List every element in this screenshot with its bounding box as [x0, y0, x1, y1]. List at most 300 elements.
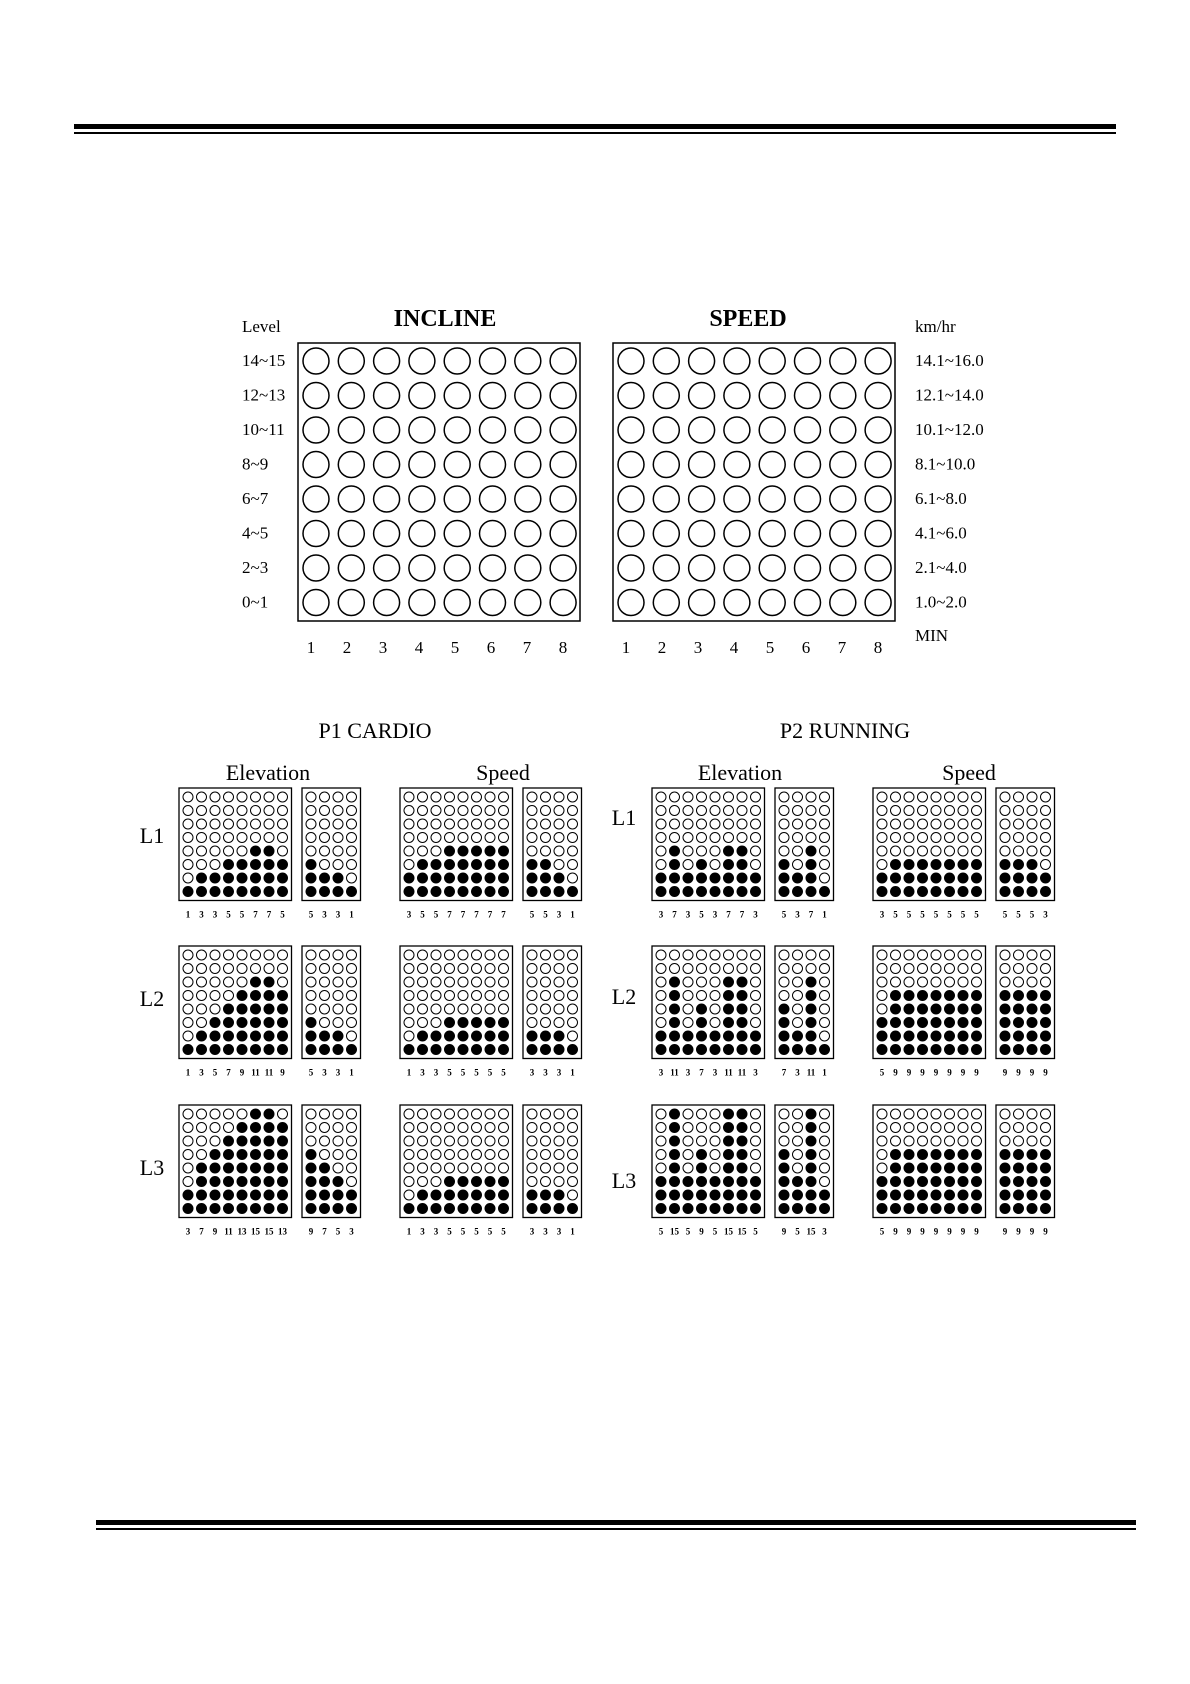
p2-l1-speed-value-label: 5	[947, 909, 952, 920]
p1-l3-speed-tail-dot-empty	[541, 1163, 551, 1173]
incline-dot	[480, 417, 506, 443]
p1-l2-speed-tail-dot-empty	[541, 1018, 551, 1028]
p2-l3-elevation-tail-dot-filled	[793, 1204, 803, 1214]
p1-l3-elevation-tail-dot-empty	[306, 1109, 316, 1119]
p1-l1-speed-value-label: 7	[501, 909, 506, 920]
p1-l2-elevation-tail-dot-empty	[333, 964, 343, 974]
p1-l2-elevation-tail-value-label: 3	[322, 1067, 327, 1078]
p2-l3-speed-tail-dot-filled	[1041, 1163, 1051, 1173]
p2-l1-elevation-tail-dot-empty	[806, 833, 816, 843]
p2-l1-elevation-tail-dot-empty	[820, 833, 830, 843]
p1-l2-elevation-dot-empty	[197, 991, 207, 1001]
speed-dot	[689, 348, 715, 374]
p1-l3-elevation-dot-empty	[197, 1123, 207, 1133]
p1-l3-elevation-dot-filled	[197, 1177, 207, 1187]
p1-l1-elevation-tail-dot-filled	[333, 873, 343, 883]
p1-l3-elevation-dot-filled	[264, 1163, 274, 1173]
p1-l3-speed-dot-filled	[418, 1204, 428, 1214]
p2-l3-elevation-dot-empty	[656, 1163, 666, 1173]
p2-l2-elevation-dot-empty	[737, 964, 747, 974]
p1-l1-elevation-tail-value-label: 3	[322, 909, 327, 920]
p1-l1-speed-dot-empty	[472, 833, 482, 843]
p1-l1-elevation-dot-filled	[251, 846, 261, 856]
p1-l2-elevation-dot-filled	[224, 1031, 234, 1041]
p1-l1-elevation-tail-dot-filled	[333, 887, 343, 897]
p1-l2-speed-tail-dot-filled	[527, 1031, 537, 1041]
speed-dot	[724, 486, 750, 512]
p1-l1-speed-dot-filled	[445, 873, 455, 883]
p2-l2-speed-tail-dot-empty	[1014, 950, 1024, 960]
p2-l3-elevation-dot-empty	[697, 1123, 707, 1133]
p2-l2-speed-tail-frame	[996, 946, 1055, 1059]
p2-l3-speed-tail-value-label: 9	[1043, 1226, 1048, 1237]
p2-l3-speed-tail-dot-filled	[1000, 1204, 1010, 1214]
incline-title: INCLINE	[393, 306, 497, 332]
p2-l3-speed-tail-dot-empty	[1014, 1123, 1024, 1133]
p1-l2-speed-tail-dot-empty	[568, 1004, 578, 1014]
p1-l3-speed-tail-dot-empty	[554, 1177, 564, 1187]
p1-l1-speed-dot-empty	[418, 792, 428, 802]
p1-l1-elevation-dot-filled	[251, 887, 261, 897]
p2-l1-elevation-tail-value-label: 5	[781, 909, 787, 920]
p1-l1-elevation-frame	[179, 788, 292, 901]
p2-l2-elevation-tail-dot-empty	[820, 964, 830, 974]
p2-l3-speed-dot-empty	[958, 1123, 968, 1133]
p2-l3-elevation-tail-dot-filled	[806, 1123, 816, 1133]
p1-l1-speed-value-label: 5	[420, 909, 425, 920]
p2-l1-elevation-tail-dot-filled	[793, 887, 803, 897]
p1-l2-speed-dot-filled	[485, 1045, 495, 1055]
p1-l3-speed-value-label: 3	[420, 1226, 425, 1237]
p1-l1-elevation-dot-filled	[224, 873, 234, 883]
p1-l1-elevation-dot-empty	[224, 819, 234, 829]
p1-l3-speed-dot-empty	[499, 1150, 509, 1160]
p1-l1-elevation-dot-empty	[264, 833, 274, 843]
p1-l1-speed-tail-value-label: 5	[543, 909, 548, 920]
p1-l3-elevation-dot-filled	[237, 1177, 247, 1187]
p2-l2-elevation-dot-empty	[683, 977, 693, 987]
p1-l1-speed-dot-empty	[485, 806, 495, 816]
p1-l3-speed-tail-dot-empty	[554, 1163, 564, 1173]
p2-l2-elevation-dot-filled	[737, 1031, 747, 1041]
p1-l2-elevation-tail-dot-empty	[320, 1018, 330, 1028]
p1-l2-speed-dot-filled	[499, 1018, 509, 1028]
p2-l3-elevation-value-label: 5	[753, 1226, 758, 1237]
p1-l2-speed-dot-empty	[431, 950, 441, 960]
p2-l2-elevation-dot-filled	[656, 1045, 666, 1055]
p1-l3-speed-dot-filled	[445, 1177, 455, 1187]
speed-dot	[618, 348, 644, 374]
p2-l2-speed-tail-value-label: 9	[1029, 1067, 1035, 1078]
p1-l3-speed-tail-dot-empty	[568, 1150, 578, 1160]
p2-l3-speed-tail-dot-empty	[1027, 1109, 1037, 1119]
p1-l1-speed-tail-dot-empty	[568, 846, 578, 856]
p1-l3-elevation-tail-dot-empty	[306, 1123, 316, 1133]
p1-l3-speed-dot-empty	[458, 1109, 468, 1119]
p1-l2-elevation-dot-filled	[278, 1031, 288, 1041]
p2-l2-speed-tail-dot-empty	[1014, 977, 1024, 987]
incline-level-label: 2~3	[242, 558, 269, 577]
p1-level-l1-label: L1	[139, 823, 165, 848]
p2-l1-speed-dot-filled	[972, 873, 982, 883]
p2-l1-speed-tail-dot-empty	[1014, 792, 1024, 802]
p1-l1-speed-tail-dot-empty	[541, 833, 551, 843]
p2-l3-speed-dot-empty	[958, 1109, 968, 1119]
p2-l3-elevation-dot-filled	[724, 1190, 734, 1200]
p2-l1-speed-dot-empty	[918, 833, 928, 843]
incline-dot	[550, 486, 576, 512]
p2-l2-elevation-dot-empty	[724, 950, 734, 960]
speed-dot	[618, 486, 644, 512]
p2-l3-elevation-value-label: 5	[658, 1226, 664, 1237]
p1-l3-elevation-tail-dot-empty	[320, 1123, 330, 1133]
p1-l2-speed-value-label: 3	[433, 1067, 439, 1078]
incline-dot	[515, 383, 541, 409]
p1-l1-elevation-tail-value-label: 3	[335, 909, 341, 920]
p1-l3-speed-dot-empty	[418, 1136, 428, 1146]
p2-l3-speed-dot-empty	[972, 1136, 982, 1146]
speed-dot	[689, 383, 715, 409]
p1-l1-elevation-tail-dot-empty	[347, 873, 357, 883]
p2-l1-speed-tail-dot-filled	[1027, 873, 1037, 883]
p2-l2-speed-dot-filled	[972, 1045, 982, 1055]
p2-l3-speed-dot-filled	[945, 1177, 955, 1187]
p2-l1-speed-value-label: 5	[960, 909, 966, 920]
p1-l3-elevation-dot-empty	[197, 1109, 207, 1119]
p2-l2-speed-dot-filled	[918, 991, 928, 1001]
p1-l3-speed-dot-filled	[485, 1190, 495, 1200]
p2-l2-speed-dot-empty	[891, 964, 901, 974]
p1-l2-speed-dot-empty	[404, 1004, 414, 1014]
p2-l3-speed-tail-dot-filled	[1041, 1204, 1051, 1214]
p1-l1-elevation-dot-empty	[237, 806, 247, 816]
p1-l3-elevation-dot-filled	[237, 1123, 247, 1133]
speed-dot	[759, 555, 785, 581]
p2-l1-elevation-tail-dot-empty	[779, 792, 789, 802]
p2-l3-speed-dot-filled	[972, 1190, 982, 1200]
p2-l1-elevation-tail-dot-filled	[820, 887, 830, 897]
p1-l1-elevation-dot-empty	[224, 792, 234, 802]
p1-l3-elevation-dot-filled	[237, 1190, 247, 1200]
p2-l1-speed-tail-dot-empty	[1041, 860, 1051, 870]
p1-l2-speed-dot-filled	[458, 1018, 468, 1028]
incline-minute-label: 2	[342, 638, 352, 657]
p2-l1-speed-dot-empty	[972, 819, 982, 829]
p2-l2-elevation-dot-empty	[710, 977, 720, 987]
p1-l1-speed-dot-filled	[431, 860, 441, 870]
p1-l2-elevation-dot-empty	[197, 950, 207, 960]
p2-l2-elevation-tail-dot-empty	[793, 991, 803, 1001]
speed-dot	[618, 417, 644, 443]
speed-dot	[865, 486, 891, 512]
speed-dot	[865, 590, 891, 616]
p2-l1-elevation-dot-empty	[656, 792, 666, 802]
p1-l1-elevation-dot-empty	[183, 846, 193, 856]
p1-l2-elevation-tail-dot-empty	[320, 950, 330, 960]
p2-l3-speed-dot-filled	[877, 1177, 887, 1187]
p2-l3-elevation-dot-filled	[670, 1109, 680, 1119]
p2-l3-elevation-value-label: 15	[724, 1226, 733, 1237]
p1-l1-elevation-tail-dot-empty	[333, 846, 343, 856]
p2-l1-speed-tail-dot-empty	[1000, 806, 1010, 816]
p1-l1-elevation-dot-filled	[278, 887, 288, 897]
p1-l3-elevation-dot-filled	[237, 1204, 247, 1214]
p1-l1-speed-tail-dot-empty	[554, 860, 564, 870]
p2-l1-elevation-dot-filled	[751, 887, 761, 897]
p2-l2-elevation-dot-filled	[670, 1045, 680, 1055]
p1-l1-speed-value-label: 7	[460, 909, 466, 920]
p2-l2-speed-dot-filled	[945, 1004, 955, 1014]
p2-l2-speed-dot-filled	[877, 1045, 887, 1055]
p2-l1-elevation-value-label: 3	[753, 909, 758, 920]
p2-l3-speed-value-label: 5	[879, 1226, 885, 1237]
p1-l3-elevation-dot-empty	[278, 1109, 288, 1119]
p2-l1-speed-tail-dot-empty	[1000, 819, 1010, 829]
p1-l3-speed-dot-empty	[431, 1123, 441, 1133]
p2-l3-speed-tail-dot-empty	[1014, 1136, 1024, 1146]
p2-l2-elevation-frame	[652, 946, 765, 1059]
p1-l3-speed-dot-empty	[472, 1163, 482, 1173]
incline-dot	[550, 452, 576, 478]
p1-l1-elevation-dot-empty	[224, 846, 234, 856]
p1-l2-elevation-dot-filled	[278, 1045, 288, 1055]
p2-l3-speed-tail-dot-filled	[1014, 1177, 1024, 1187]
p1-l1-elevation-dot-empty	[224, 806, 234, 816]
p1-l1-elevation-dot-empty	[251, 819, 261, 829]
p1-l2-elevation-dot-empty	[278, 964, 288, 974]
incline-dot	[338, 383, 364, 409]
p1-l3-speed-dot-empty	[499, 1136, 509, 1146]
p2-l2-elevation-dot-empty	[697, 991, 707, 1001]
p1-l2-speed-dot-empty	[404, 1018, 414, 1028]
p1-l3-elevation-dot-empty	[224, 1123, 234, 1133]
p2-l1-elevation-dot-filled	[670, 873, 680, 883]
p1-l2-elevation-value-label: 11	[251, 1067, 260, 1078]
p2-l1-elevation-tail-dot-filled	[793, 873, 803, 883]
p1-l3-speed-dot-filled	[472, 1177, 482, 1187]
speed-dot	[865, 555, 891, 581]
p1-l1-speed-dot-filled	[472, 846, 482, 856]
p1-l2-elevation-dot-filled	[251, 1018, 261, 1028]
p2-l1-speed-value-label: 5	[893, 909, 898, 920]
p2-l1-elevation-dot-empty	[710, 819, 720, 829]
p2-l1-elevation-dot-empty	[683, 846, 693, 856]
p2-l3-elevation-dot-filled	[724, 1136, 734, 1146]
p1-l1-speed-value-label: 5	[433, 909, 439, 920]
p1-l3-elevation-dot-filled	[183, 1204, 193, 1214]
p2-l3-elevation-tail-dot-empty	[820, 1136, 830, 1146]
p1-l2-speed-tail-dot-filled	[541, 1045, 551, 1055]
p1-l1-elevation-dot-empty	[264, 819, 274, 829]
p2-l3-elevation-tail-dot-empty	[820, 1150, 830, 1160]
p2-l3-speed-value-label: 9	[974, 1226, 979, 1237]
p2-l1-speed-dot-empty	[972, 846, 982, 856]
p1-l3-elevation-value-label: 13	[237, 1226, 247, 1237]
p1-l2-elevation-dot-filled	[197, 1045, 207, 1055]
p2-l1-speed-tail-dot-filled	[1041, 887, 1051, 897]
p1-l2-elevation-tail-dot-empty	[347, 950, 357, 960]
p1-l2-elevation-tail-dot-empty	[333, 1004, 343, 1014]
p1-l2-elevation-tail-dot-empty	[347, 977, 357, 987]
p1-l1-elevation-tail-dot-filled	[306, 887, 316, 897]
p1-l2-speed-dot-empty	[458, 950, 468, 960]
speed-dot	[865, 417, 891, 443]
p1-l1-speed-tail-dot-empty	[554, 819, 564, 829]
p2-l3-speed-dot-empty	[958, 1136, 968, 1146]
p1-l2-elevation-dot-filled	[224, 1045, 234, 1055]
p1-speed-label: Speed	[476, 760, 530, 785]
p2-l1-elevation-dot-filled	[670, 846, 680, 856]
p1-l2-elevation-dot-empty	[278, 977, 288, 987]
p2-l1-elevation-tail-dot-empty	[806, 792, 816, 802]
p1-l1-speed-dot-empty	[499, 819, 509, 829]
p2-l2-speed-dot-empty	[945, 977, 955, 987]
level-label: Level	[242, 317, 281, 336]
p2-l3-elevation-dot-filled	[656, 1190, 666, 1200]
incline-minute-label: 3	[378, 638, 388, 657]
p1-l1-elevation-dot-empty	[197, 846, 207, 856]
p2-l3-elevation-tail-dot-filled	[806, 1150, 816, 1160]
p1-l2-speed-dot-filled	[485, 1031, 495, 1041]
p2-l1-speed-dot-filled	[904, 887, 914, 897]
p2-l2-speed-dot-filled	[904, 1004, 914, 1014]
p2-l1-speed-dot-empty	[918, 846, 928, 856]
speed-dot	[795, 521, 821, 547]
p1-l1-elevation-dot-filled	[251, 873, 261, 883]
p1-l3-speed-dot-filled	[499, 1190, 509, 1200]
p2-l3-speed-dot-empty	[945, 1136, 955, 1146]
p2-l1-speed-dot-empty	[918, 792, 928, 802]
p1-l3-speed-dot-filled	[445, 1190, 455, 1200]
p1-l3-speed-dot-filled	[458, 1190, 468, 1200]
p1-l2-speed-dot-empty	[485, 964, 495, 974]
p2-l1-elevation-value-label: 5	[699, 909, 704, 920]
incline-dot	[303, 590, 329, 616]
p2-l3-elevation-dot-filled	[710, 1204, 720, 1214]
p1-l3-speed-dot-empty	[431, 1150, 441, 1160]
p1-l1-elevation-dot-filled	[264, 887, 274, 897]
p2-l3-elevation-tail-dot-empty	[793, 1150, 803, 1160]
p2-l2-speed-tail-dot-filled	[1014, 1018, 1024, 1028]
p1-l3-elevation-dot-filled	[278, 1150, 288, 1160]
p2-l3-elevation-dot-filled	[724, 1109, 734, 1119]
p2-l2-elevation-dot-filled	[683, 1031, 693, 1041]
p1-l1-elevation-dot-empty	[210, 846, 220, 856]
p2-l1-elevation-tail-dot-empty	[820, 860, 830, 870]
p2-l2-elevation-dot-filled	[656, 1031, 666, 1041]
p1-l1-speed-tail-dot-filled	[554, 887, 564, 897]
p2-l1-speed-dot-filled	[904, 860, 914, 870]
p2-l2-elevation-dot-empty	[751, 964, 761, 974]
p1-l3-speed-tail-dot-empty	[568, 1123, 578, 1133]
p2-l1-elevation-tail-dot-empty	[779, 819, 789, 829]
p1-l2-elevation-dot-empty	[224, 991, 234, 1001]
p2-l2-speed-tail-dot-filled	[1027, 1031, 1037, 1041]
p1-l1-elevation-tail-dot-empty	[306, 792, 316, 802]
p2-l1-elevation-dot-filled	[724, 860, 734, 870]
p1-l1-speed-dot-filled	[404, 873, 414, 883]
p2-l2-elevation-dot-empty	[710, 991, 720, 1001]
p2-l3-speed-value-label: 9	[933, 1226, 939, 1237]
p1-l2-elevation-dot-empty	[237, 950, 247, 960]
p1-l3-elevation-dot-filled	[210, 1163, 220, 1173]
p2-l2-elevation-dot-filled	[724, 1004, 734, 1014]
incline-dot	[303, 452, 329, 478]
p1-l2-speed-tail-dot-empty	[527, 1004, 537, 1014]
p1-l1-speed-dot-empty	[445, 819, 455, 829]
incline-dot	[374, 486, 400, 512]
p1-l3-speed-dot-empty	[404, 1150, 414, 1160]
p1-l3-elevation-dot-filled	[224, 1177, 234, 1187]
p1-l2-elevation-tail-dot-filled	[333, 1031, 343, 1041]
p2-l2-speed-dot-empty	[972, 950, 982, 960]
p2-l1-speed-dot-empty	[972, 806, 982, 816]
p2-l1-speed-dot-filled	[972, 860, 982, 870]
p2-l2-speed-tail-dot-filled	[1000, 1031, 1010, 1041]
p1-l2-elevation-tail-dot-filled	[320, 1045, 330, 1055]
p2-l1-elevation-value-label: 7	[672, 909, 677, 920]
p2-l2-elevation-dot-empty	[656, 977, 666, 987]
p1-l3-speed-dot-empty	[404, 1177, 414, 1187]
p2-l3-elevation-dot-filled	[737, 1109, 747, 1119]
p2-l1-elevation-tail-dot-empty	[793, 860, 803, 870]
p1-l2-speed-tail-dot-filled	[554, 1045, 564, 1055]
p2-l2-elevation-tail-value-label: 3	[795, 1067, 800, 1078]
incline-dot	[409, 383, 435, 409]
p1-l3-elevation-dot-filled	[224, 1150, 234, 1160]
p2-l3-elevation-frame	[652, 1105, 765, 1218]
p2-l2-speed-tail-dot-empty	[1041, 950, 1051, 960]
p1-l2-elevation-dot-filled	[251, 1045, 261, 1055]
p2-l1-elevation-tail-dot-empty	[793, 792, 803, 802]
p2-l3-speed-dot-filled	[958, 1163, 968, 1173]
p2-l2-speed-dot-filled	[958, 991, 968, 1001]
p1-l2-elevation-value-label: 1	[185, 1067, 191, 1078]
p2-l1-elevation-dot-empty	[710, 860, 720, 870]
p1-l2-speed-dot-filled	[472, 1045, 482, 1055]
p1-l1-elevation-dot-empty	[278, 806, 288, 816]
p1-l3-elevation-tail-dot-empty	[306, 1136, 316, 1146]
p1-l1-elevation-dot-empty	[183, 792, 193, 802]
p2-l3-speed-value-label: 9	[960, 1226, 966, 1237]
p2-l1-elevation-dot-filled	[737, 873, 747, 883]
p1-l1-elevation-dot-empty	[224, 833, 234, 843]
p2-l3-speed-tail-dot-empty	[1027, 1136, 1037, 1146]
incline-dot	[444, 590, 470, 616]
p2-l3-speed-value-label: 9	[947, 1226, 952, 1237]
p2-l3-speed-dot-empty	[918, 1109, 928, 1119]
p2-l1-speed-dot-empty	[958, 846, 968, 856]
p2-l1-elevation-dot-empty	[697, 846, 707, 856]
p2-l1-speed-tail-value-label: 5	[1016, 909, 1021, 920]
p2-l3-elevation-dot-filled	[724, 1177, 734, 1187]
p2-l2-elevation-dot-filled	[737, 1018, 747, 1028]
p2-l1-elevation-dot-filled	[737, 846, 747, 856]
p2-l1-speed-tail-dot-empty	[1041, 846, 1051, 856]
p1-l2-elevation-dot-empty	[183, 1031, 193, 1041]
p1-l3-elevation-dot-filled	[278, 1123, 288, 1133]
p2-l2-speed-dot-empty	[877, 950, 887, 960]
speed-range-label: 6.1~8.0	[915, 489, 967, 508]
p2-l2-speed-tail-dot-empty	[1041, 964, 1051, 974]
p2-l1-speed-value-label: 5	[906, 909, 912, 920]
p2-l2-speed-tail-dot-filled	[1041, 1045, 1051, 1055]
p1-level-l3-label: L3	[139, 1155, 165, 1180]
p2-l2-speed-tail-value-label: 9	[1002, 1067, 1008, 1078]
p1-l3-speed-dot-empty	[472, 1136, 482, 1146]
speed-dot	[830, 452, 856, 478]
p2-l1-elevation-dot-filled	[670, 887, 680, 897]
